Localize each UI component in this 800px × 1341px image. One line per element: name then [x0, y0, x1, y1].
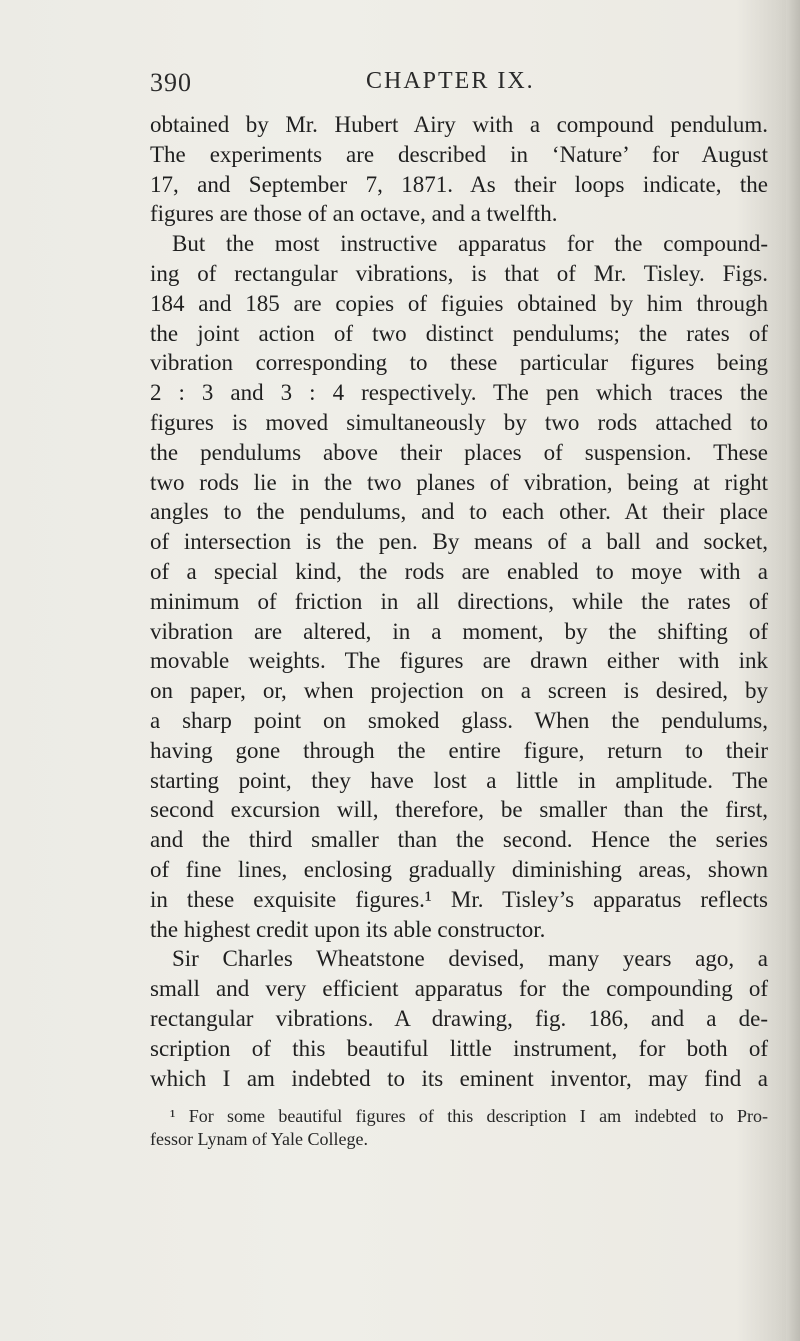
text-line: 2 : 3 and 3 : 4 respectively. The pen which traces the — [150, 380, 768, 406]
text-line: But the most instructive apparatus for the compound- — [172, 231, 768, 257]
footnote — [150, 1105, 768, 1151]
text-line: 17, and September 7, 1871. As their loops indicate, the — [150, 171, 768, 197]
text-line: which I am indebted to its eminent inventor, may find a — [150, 1065, 768, 1091]
page-edge — [786, 0, 800, 1341]
chapter-title: CHAPTER IX. — [366, 68, 535, 94]
text-line: second excursion will, therefore, be smaller than the first, — [150, 797, 768, 823]
running-head — [150, 68, 770, 104]
text-line: vibration corresponding to these particular figures being — [150, 350, 768, 376]
page-number: 390 — [150, 68, 192, 97]
footnote-line: ¹ For some beautiful figures of this description I am indebted to Pro- — [170, 1106, 768, 1126]
text-line: minimum of friction in all directions, while the rates of — [150, 588, 768, 614]
text-line: The experiments are described in ‘Nature’ for August — [150, 141, 768, 167]
text-line: angles to the pendulums, and to each other. At their place — [150, 499, 768, 525]
text-line: figures are those of an octave, and a twelfth. — [150, 201, 558, 227]
text-line: small and very efficient apparatus for the compounding of — [150, 976, 768, 1002]
text-line: having gone through the entire figure, return to their — [150, 737, 768, 763]
text-line: vibration are altered, in a moment, by the shifting of — [150, 618, 768, 644]
text-line: two rods lie in the two planes of vibration, being at right — [150, 469, 768, 495]
text-line: of intersection is the pen. By means of a ball and socket, — [150, 529, 768, 555]
text-line: obtained by Mr. Hubert Airy with a compound pendulum. — [150, 112, 768, 137]
text-line: the pendulums above their places of suspension. These — [150, 439, 768, 465]
text-line: scription of this beautiful little instrument, for both of — [150, 1035, 768, 1061]
body-text — [150, 110, 768, 1093]
text-line: and the third smaller than the second. Hence the series — [150, 827, 768, 853]
text-line: on paper, or, when projection on a screen is desired, by — [150, 678, 768, 704]
text-line: 184 and 185 are copies of figuies obtained by him through — [150, 290, 768, 316]
text-line: of fine lines, enclosing gradually diminishing areas, shown — [150, 856, 768, 882]
text-line: in these exquisite figures.¹ Mr. Tisley’s apparatus reflects — [150, 886, 768, 912]
text-line: figures is moved simultaneously by two rods attached to — [150, 409, 768, 435]
text-line: rectangular vibrations. A drawing, fig. 186, and a de- — [150, 1005, 768, 1031]
footnote-line: fessor Lynam of Yale College. — [150, 1129, 368, 1149]
text-line: the joint action of two distinct pendulums; the rates of — [150, 320, 768, 346]
text-line: a sharp point on smoked glass. When the pendulums, — [150, 707, 768, 733]
text-line: Sir Charles Wheatstone devised, many years ago, a — [172, 946, 768, 972]
text-line: movable weights. The figures are drawn either with ink — [150, 648, 768, 674]
text-line: ing of rectangular vibrations, is that of Mr. Tisley. Figs. — [150, 260, 768, 286]
text-line: starting point, they have lost a little in amplitude. The — [150, 767, 768, 793]
text-line: the highest credit upon its able constructor. — [150, 916, 546, 942]
text-line: of a special kind, the rods are enabled to moye with a — [150, 558, 768, 584]
